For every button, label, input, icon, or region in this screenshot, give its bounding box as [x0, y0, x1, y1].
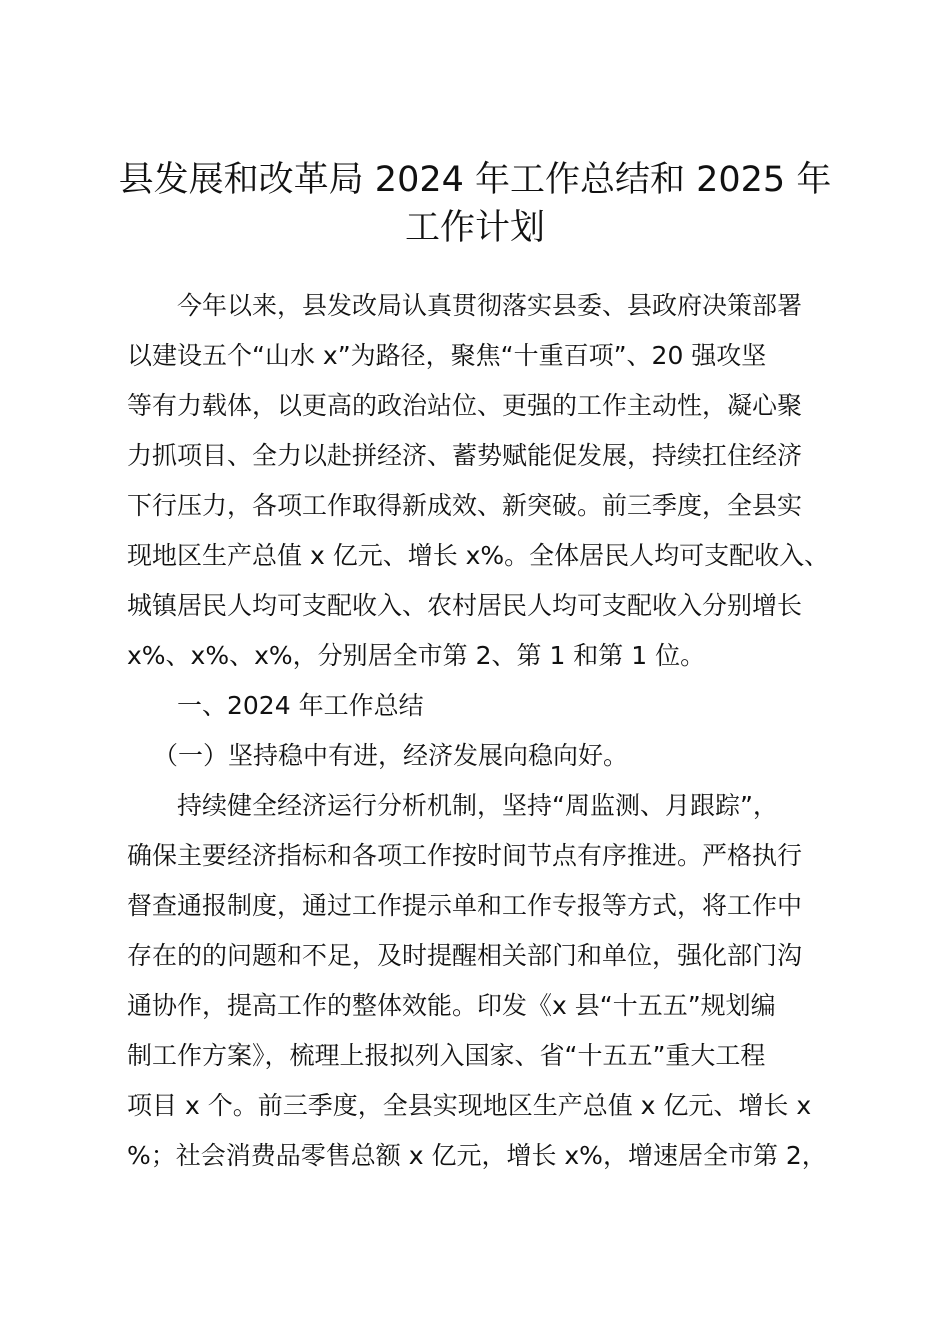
body-line: 力抓项目、全力以赴拼经济、蓄势赋能促发展，持续扛住经济 [127, 441, 803, 470]
body-line: 下行压力，各项工作取得新成效、新突破。前三季度，全县实 [127, 491, 803, 520]
section-heading-1: 一、2024 年工作总结 [177, 691, 424, 720]
body-line: 确保主要经济指标和各项工作按时间节点有序推进。严格执行 [127, 841, 803, 870]
subsection-heading-1: （一）坚持稳中有进，经济发展向稳向好。 [153, 741, 629, 770]
body-line: x%、x%、x%，分别居全市第 2、第 1 和第 1 位。 [127, 641, 706, 670]
body-line: 以建设五个“山水 x”为路径，聚焦“十重百项”、20 强攻坚 [127, 341, 767, 370]
body-line: 通协作，提高工作的整体效能。印发《x 县“十五五”规划编 [127, 991, 776, 1020]
body-line: 现地区生产总值 x 亿元、增长 x%。全体居民人均可支配收入、 [127, 541, 830, 570]
body-line: 城镇居民人均可支配收入、农村居民人均可支配收入分别增长 [127, 591, 803, 620]
body-line: 督查通报制度，通过工作提示单和工作专报等方式，将工作中 [127, 891, 803, 920]
body-line: 项目 x 个。前三季度，全县实现地区生产总值 x 亿元、增长 x [127, 1091, 812, 1120]
body-line: 等有力载体，以更高的政治站位、更强的工作主动性，凝心聚 [127, 391, 803, 420]
document-title-line-1: 县发展和改革局 2024 年工作总结和 2025 年 [118, 160, 832, 200]
body-line: 今年以来，县发改局认真贯彻落实县委、县政府决策部署 [177, 291, 803, 320]
body-line: 存在的的问题和不足，及时提醒相关部门和单位，强化部门沟 [127, 941, 803, 970]
document-title-line-2: 工作计划 [404, 208, 545, 248]
body-line: 持续健全经济运行分析机制，坚持“周监测、月跟踪”， [177, 791, 778, 820]
body-line: 制工作方案》，梳理上报拟列入国家、省“十五五”重大工程 [127, 1041, 766, 1070]
body-line: %；社会消费品零售总额 x 亿元，增长 x%，增速居全市第 2， [127, 1141, 827, 1170]
